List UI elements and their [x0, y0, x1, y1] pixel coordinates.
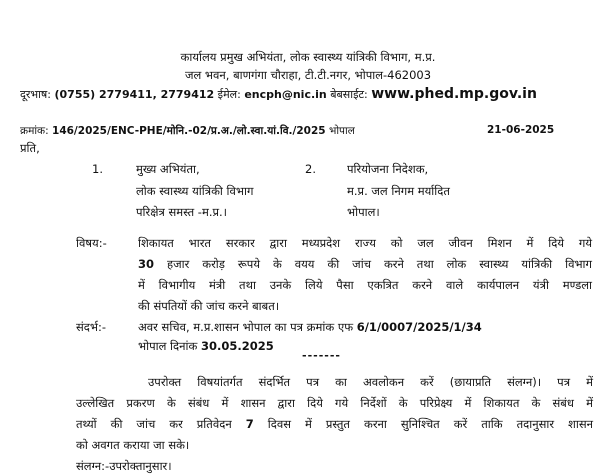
- reference-line: [20, 124, 355, 138]
- reference-label: क्रमांक:: [20, 125, 49, 137]
- recipient-1-line-3: परिक्षेत्र समस्त -म.प्र.।: [136, 205, 228, 219]
- body-line-3-text: तथ्यों की जांच कर प्रतिवेदन: [76, 417, 232, 431]
- subject-line-2-text: हजार करोड़ रूपये के वयय की जांच करने तथा लोक स्वास्थ्य यांत्रिकी विभाग: [166, 257, 592, 271]
- subject-amount: 30: [138, 257, 155, 271]
- sandarbh-line-1-text: अवर सचिव, म.प्र.शासन भोपाल का पत्र क्रमांक एफ: [138, 320, 354, 334]
- enclosure-note: संलग्न:-उपरोक्तानुसार।: [76, 459, 172, 473]
- sandarbh-letter-number: 6/1/0007/2025/1/34: [356, 320, 482, 334]
- sandarbh-line-2-text: भोपाल दिनांक: [138, 339, 198, 353]
- letter-date: 21-06-2025: [487, 124, 555, 136]
- prati-label: प्रति,: [20, 141, 40, 155]
- subject-line-4: की संपतियों की जांच करने बाबत।: [138, 299, 280, 313]
- body-line-1: उपरोक्त विषयांतर्गत संदर्भित पत्र का अवलोकन करें (छायाप्रति संलग्न)। पत्र में: [148, 375, 593, 389]
- website-link[interactable]: www.phed.mp.gov.in: [371, 86, 537, 102]
- recipient-2-line-3: भोपाल।: [347, 205, 380, 219]
- website-label: बेबसाईट:: [330, 88, 368, 101]
- body-line-4: को अवगत कराया जा सके।: [76, 438, 190, 452]
- recipient-1-line-2: लोक स्वास्थ्य यांत्रिकी विभाग: [136, 184, 254, 198]
- address-line: जल भवन, बाणगंगा चौराहा, टी.टी.नगर, भोपाल-462003: [184, 68, 432, 82]
- report-days: 7: [245, 417, 254, 431]
- body-line-3-rest: दिवस में प्रस्तुत करना सुनिश्चित करें ताकि तदानुसार शासन: [267, 417, 594, 431]
- reference-number: 146/2025/ENC-PHE/मोनि.-02/प्र.अ./लो.स्वा.यां.वि./2025: [52, 125, 326, 137]
- recipient-1-number: 1.: [92, 162, 103, 176]
- sandarbh-line-2: [138, 339, 274, 354]
- divider: -------: [302, 349, 341, 362]
- sandarbh-date: 30.05.2025: [200, 339, 274, 353]
- body-line-2: उल्लेखित प्रकरण के संबंध में शासन द्वारा दिये गये निर्देशों के परिप्रेक्ष्य में शिकायत के संबंध में: [76, 396, 593, 410]
- recipient-1-line-1: मुख्य अभियंता,: [136, 162, 200, 176]
- reference-place: भोपाल: [328, 125, 355, 137]
- subject-label: विषय:-: [76, 236, 107, 250]
- sandarbh-label: संदर्भ:-: [76, 320, 106, 334]
- recipient-2-line-2: म.प्र. जल निगम मर्यादित: [347, 184, 450, 198]
- subject-line-2: [138, 257, 592, 272]
- office-line: कार्यालय प्रमुख अभियंता, लोक स्वास्थ्य यांत्रिकी विभाग, म.प्र.: [180, 50, 436, 64]
- recipient-2-line-1: परियोजना निदेशक,: [347, 162, 429, 176]
- email-link[interactable]: encph@nic.in: [244, 88, 327, 101]
- recipient-2-number: 2.: [305, 162, 316, 176]
- email-label: ईमेल:: [217, 88, 241, 101]
- phone-numbers: (0755) 2779411, 2779412: [54, 88, 215, 101]
- contact-line: [20, 86, 537, 102]
- subject-line-1: शिकायत भारत सरकार द्वारा मध्यप्रदेश राज्य को जल जीवन मिशन में दिये गये: [138, 236, 592, 250]
- body-line-3: [76, 417, 593, 432]
- phone-label: दूरभाष:: [20, 88, 51, 101]
- sandarbh-line-1: [138, 320, 482, 335]
- subject-line-3: में विभागीय मंत्री तथा उनके लिये पैसा एकत्रित करने वाले कार्यपालन यंत्री मण्डला: [138, 278, 592, 292]
